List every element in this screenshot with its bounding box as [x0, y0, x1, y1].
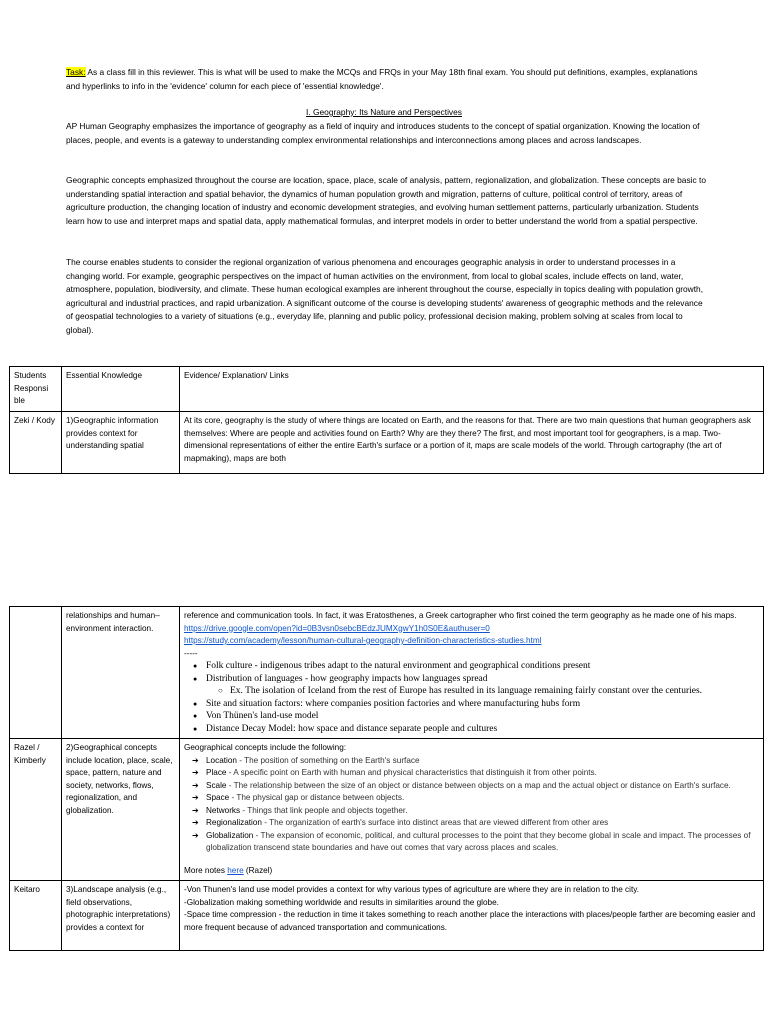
reviewer-table-part-1 — [9, 366, 764, 474]
more-notes: More notes here (Razel) — [184, 865, 273, 875]
table-row — [10, 412, 764, 474]
list-item: ○ Ex. The isolation of Iceland from the rest of Europe has resulted in its language remaining fairly constant over the centuries. — [230, 685, 759, 698]
table-row — [10, 881, 764, 951]
sub-list — [206, 685, 759, 698]
row1-knowledge-part1: 1)Geographic information provides context for understanding spatial — [62, 412, 180, 474]
row1-students: Zeki / Kody — [10, 412, 62, 474]
list-item: ● Von Thünen's land-use model — [206, 710, 759, 723]
row3-evidence-line: -Space time compression - the reduction in time it takes something to reach another place the interactions with places/people farther are becoming easier and more frequent because of advanced transportation and communications. — [184, 910, 756, 932]
page-gap — [0, 480, 768, 584]
list-item: ➔ Scale - The relationship between the size of an object or distance between objects on a map and the actual object or distance on Earth's surface. — [206, 780, 759, 793]
study-link[interactable]: https://study.com/academy/lesson/human-cultural-geography-definition-characteristics-studies.html — [184, 636, 542, 645]
reviewer-table-part-2 — [9, 606, 764, 951]
section-heading: I. Geography: Its Nature and Perspectives — [306, 107, 462, 117]
row3-evidence-line: -Globalization making something worldwide and results in similarities around the globe. — [184, 897, 499, 907]
row1-evidence-part1: At its core, geography is the study of where things are located on Earth, and the reasons for that. There are two main questions that human geographers ask themselves: Where are people and activities found on Earth? Why are they there? The first, and most important tool for geographers, is a map. Two-dimensional representations of either the entire Earth's surface or a portion of it, maps are scale models of the world. Through cartography (the art of mapmaking), maps are both — [180, 412, 764, 474]
row3-evidence — [180, 881, 764, 951]
intro-paragraph-1: AP Human Geography emphasizes the importance of geography as a field of inquiry and introduces students to the concept of spatial organization. Knowing the location of places, people, and events is a gateway to understanding complex environmental relationships and interconnections among places and across landscapes. — [66, 121, 700, 145]
more-notes-link[interactable]: here — [227, 865, 244, 875]
list-item: ➔ Location - The position of something on the Earth's surface — [206, 755, 759, 768]
header-essential-knowledge: Essential Knowledge — [62, 367, 180, 412]
task-label: Task: — [66, 67, 86, 77]
concepts-list — [184, 755, 759, 855]
table-header-row — [10, 367, 764, 412]
list-item: ● Folk culture - indigenous tribes adapt to the natural environment and geographical conditions present — [206, 660, 759, 673]
row2-students: Razel / Kimberly — [10, 739, 62, 881]
intro-paragraph-3: The course enables students to consider the regional organization of various phenomena and encourages geographic analysis in order to understand processes in a changing world. For example, geographic perspectives on the impact of human activities on the environment, from local to global scales, include effects on land, water, atmosphere, population, biodiversity, and climate. These human ecological examples are inherent throughout the course, especially in topics dealing with population growth, agricultural and industrial practices, and rapid urbanization. A significant outcome of the course is developing students' awareness of geographic methods and the relevance of geospatial technologies to a variety of situations (e.g., everyday life, planning and public policy, professional decision making, problem solving at scales from local to global). — [66, 257, 704, 335]
list-item: ➔ Globalization - The expansion of economic, political, and cultural processes to the point that they become global in scale and impact. The processes of globalization transcend state boundaries and have out comes that vary across places and scales. — [206, 830, 759, 855]
document-page-1 — [0, 0, 768, 480]
examples-list — [184, 660, 759, 735]
list-item: ● Site and situation factors: where companies position factories and where manufacturing hubs form — [206, 698, 759, 711]
row1-evidence-text: reference and communication tools. In fact, it was Eratosthenes, a Greek cartographer who first coined the term geography as he made one of his maps. — [184, 611, 737, 620]
table-row — [10, 739, 764, 881]
row3-knowledge: 3)Landscape analysis (e.g., field observations, photographic interpretations) provides a context for — [62, 881, 180, 951]
row1-knowledge-part2: relationships and human– environment interaction. — [62, 607, 180, 739]
task-instructions — [66, 66, 706, 93]
list-item: ● Distribution of languages - how geography impacts how languages spread ○ Ex. The isolation of Iceland from the rest of Europe has resulted in its language remaining fairly constant over the centuries. — [206, 673, 759, 698]
list-item: ➔ Regionalization - The organization of earth's surface into distinct areas that are viewed different from other ares — [206, 817, 759, 830]
list-item: ➔ Space - The physical gap or distance between objects. — [206, 792, 759, 805]
list-item: ➔ Place - A specific point on Earth with human and physical characteristics that distinguish it from other points. — [206, 767, 759, 780]
intro-paragraph-2: Geographic concepts emphasized throughout the course are location, space, place, scale of analysis, pattern, regionalization, and globalization. These concepts are basic to understanding spatial interaction and spatial behavior, the dynamics of human population growth and migration, patterns of culture, political control of territory, areas of agriculture production, the changing location of industry and economic development strategies, and evolving human settlement patterns, particularly urbanization. Students learn how to use and interpret maps and spatial data, apply mathematical formulas, and interpret models in order to better understand the world from a spatial perspective. — [66, 175, 706, 226]
drive-link[interactable]: https://drive.google.com/open?id=0B3vsn0sebcBEdzJUMXgwY1h0S0E&authuser=0 — [184, 623, 490, 633]
header-students: Students Responsi ble — [10, 367, 62, 412]
row3-students: Keitaro — [10, 881, 62, 951]
task-text: As a class fill in this reviewer. This is what will be used to make the MCQs and FRQs in your May 18th final exam. You should put definitions, examples, explanations and hyperlinks to info in the 'evidence' column for each piece of 'essential knowledge'. — [66, 67, 698, 91]
row2-evidence-intro: Geographical concepts include the following: — [184, 743, 347, 752]
list-item: ● Distance Decay Model: how space and distance separate people and cultures — [206, 723, 759, 736]
list-item: ➔ Networks - Things that link people and objects together. — [206, 805, 759, 818]
row2-knowledge: 2)Geographical concepts include location, place, scale, space, pattern, nature and society, networks, flows, regionalization, and globalization. — [62, 739, 180, 881]
separator-text: ----- — [184, 648, 198, 658]
row1-students-continued — [10, 607, 62, 739]
header-evidence: Evidence/ Explanation/ Links — [180, 367, 764, 412]
row2-evidence — [180, 739, 764, 881]
table-row — [10, 607, 764, 739]
row1-evidence-part2 — [180, 607, 764, 739]
row3-evidence-line: -Von Thunen's land use model provides a context for why various types of agriculture are where they are in relation to the city. — [184, 885, 640, 894]
